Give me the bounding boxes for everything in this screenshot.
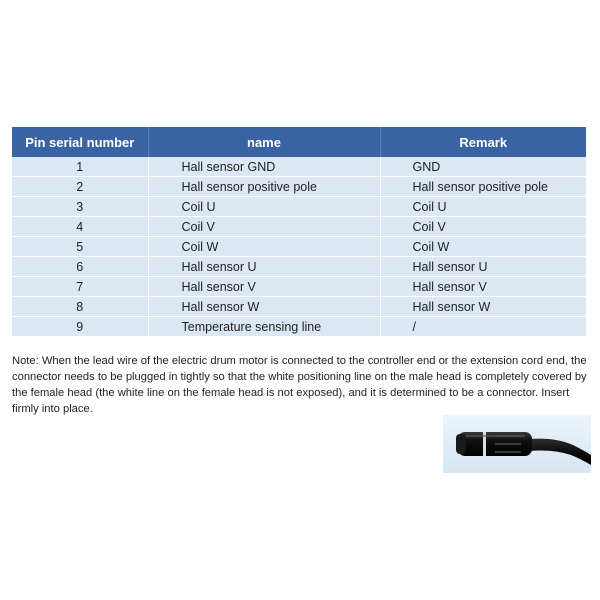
pin-cell: 2	[12, 177, 148, 197]
pin-cell: 5	[12, 237, 148, 257]
pin-cell: 8	[12, 297, 148, 317]
table-header-row	[12, 127, 586, 157]
remark-cell: Coil U	[380, 197, 586, 217]
remark-cell: Hall sensor V	[380, 277, 586, 297]
table-row	[12, 297, 586, 317]
name-cell: Hall sensor W	[148, 297, 380, 317]
name-cell: Coil U	[148, 197, 380, 217]
pin-cell: 7	[12, 277, 148, 297]
table-row	[12, 317, 586, 337]
connector-cable-icon	[443, 415, 591, 473]
remark-cell: Hall sensor W	[380, 297, 586, 317]
connection-note: Note: When the lead wire of the electric drum motor is connected to the controller end or the extension cord end, the connector needs to be plugged in tightly so that the white positioning line on the male head is completely covered by the female head (the white line on the female head is not exposed), and it is determined to be a connector. Insert firmly into place.	[12, 355, 587, 415]
remark-cell: Coil V	[380, 217, 586, 237]
table-row	[12, 237, 586, 257]
header-pin-serial-number: Pin serial number	[12, 127, 148, 157]
remark-cell: /	[380, 317, 586, 337]
remark-cell: GND	[380, 157, 586, 177]
pin-cell: 3	[12, 197, 148, 217]
table-row	[12, 157, 586, 177]
name-cell: Hall sensor V	[148, 277, 380, 297]
connector-cable-photo	[443, 415, 591, 473]
name-cell: Hall sensor positive pole	[148, 177, 380, 197]
table-row	[12, 197, 586, 217]
name-cell: Hall sensor GND	[148, 157, 380, 177]
table-row	[12, 177, 586, 197]
header-name: name	[148, 127, 380, 157]
pin-cell: 6	[12, 257, 148, 277]
header-remark: Remark	[380, 127, 586, 157]
remark-cell: Hall sensor U	[380, 257, 586, 277]
name-cell: Temperature sensing line	[148, 317, 380, 337]
pin-cell: 9	[12, 317, 148, 337]
table-row	[12, 277, 586, 297]
remark-cell: Hall sensor positive pole	[380, 177, 586, 197]
remark-cell: Coil W	[380, 237, 586, 257]
pin-table	[12, 127, 586, 337]
name-cell: Hall sensor U	[148, 257, 380, 277]
table-row	[12, 257, 586, 277]
table-row	[12, 217, 586, 237]
name-cell: Coil W	[148, 237, 380, 257]
pin-cell: 4	[12, 217, 148, 237]
name-cell: Coil V	[148, 217, 380, 237]
pin-cell: 1	[12, 157, 148, 177]
